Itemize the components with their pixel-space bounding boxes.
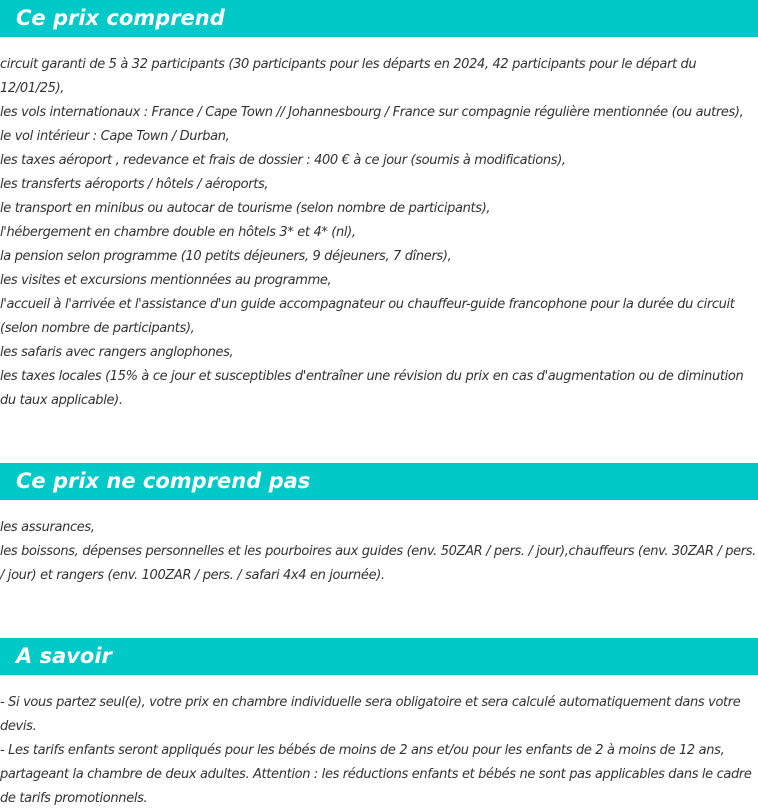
list-item: circuit garanti de 5 à 32 participants (30 participants pour les départs en 2024, 42 participants pour le départ du 12/01/25), (0, 57, 697, 96)
good-to-know-list (0, 691, 758, 811)
section-header-not-included (0, 463, 758, 500)
list-item: l'accueil à l'arrivée et l'assistance d'un guide accompagnateur ou chauffeur-guide francophone pour la durée du circuit (selon nombre de participants), (0, 297, 735, 336)
list-item: la pension selon programme (10 petits déjeuners, 9 déjeuners, 7 dîners), (0, 249, 452, 264)
included-list (0, 53, 758, 413)
section-title-good-to-know: A savoir (16, 644, 112, 668)
list-item: - Les tarifs enfants seront appliqués pour les bébés de moins de 2 ans et/ou pour les enfants de 2 à moins de 12 ans, partageant la chambre de deux adultes. Attention : les réductions enfants et bébés ne sont pas applicables dans le cadre de tarifs promotionnels. (0, 743, 752, 806)
section-title-not-included: Ce prix ne comprend pas (16, 469, 311, 493)
list-item: le vol intérieur : Cape Town / Durban, (0, 129, 230, 144)
list-item: les assurances, (0, 520, 95, 535)
list-item: les vols internationaux : France / Cape Town // Johannesbourg / France sur compagnie régulière mentionnée (ou autres), (0, 105, 744, 120)
list-item: les visites et excursions mentionnées au programme, (0, 273, 332, 288)
list-item: les transferts aéroports / hôtels / aéroports, (0, 177, 269, 192)
list-item: le transport en minibus ou autocar de tourisme (selon nombre de participants), (0, 201, 491, 216)
list-item: l'hébergement en chambre double en hôtels 3* et 4* (nl), (0, 225, 356, 240)
list-item: les boissons, dépenses personnelles et les pourboires aux guides (env. 50ZAR / pers. / jour),chauffeurs (env. 30ZAR / pers. / jour) et rangers (env. 100ZAR / pers. / safari 4x4 en journée). (0, 544, 756, 583)
list-item: les safaris avec rangers anglophones, (0, 345, 234, 360)
section-title-included: Ce prix comprend (16, 6, 225, 30)
list-item: - Si vous partez seul(e), votre prix en chambre individuelle sera obligatoire et sera calculé automatiquement dans votre devis. (0, 695, 741, 734)
list-item: les taxes locales (15% à ce jour et susceptibles d'entraîner une révision du prix en cas d'augmentation ou de diminution du taux applicable). (0, 369, 744, 408)
section-header-included (0, 0, 758, 37)
not-included-list (0, 516, 758, 588)
list-item: les taxes aéroport , redevance et frais de dossier : 400 € à ce jour (soumis à modifications), (0, 153, 566, 168)
section-header-good-to-know (0, 638, 758, 675)
